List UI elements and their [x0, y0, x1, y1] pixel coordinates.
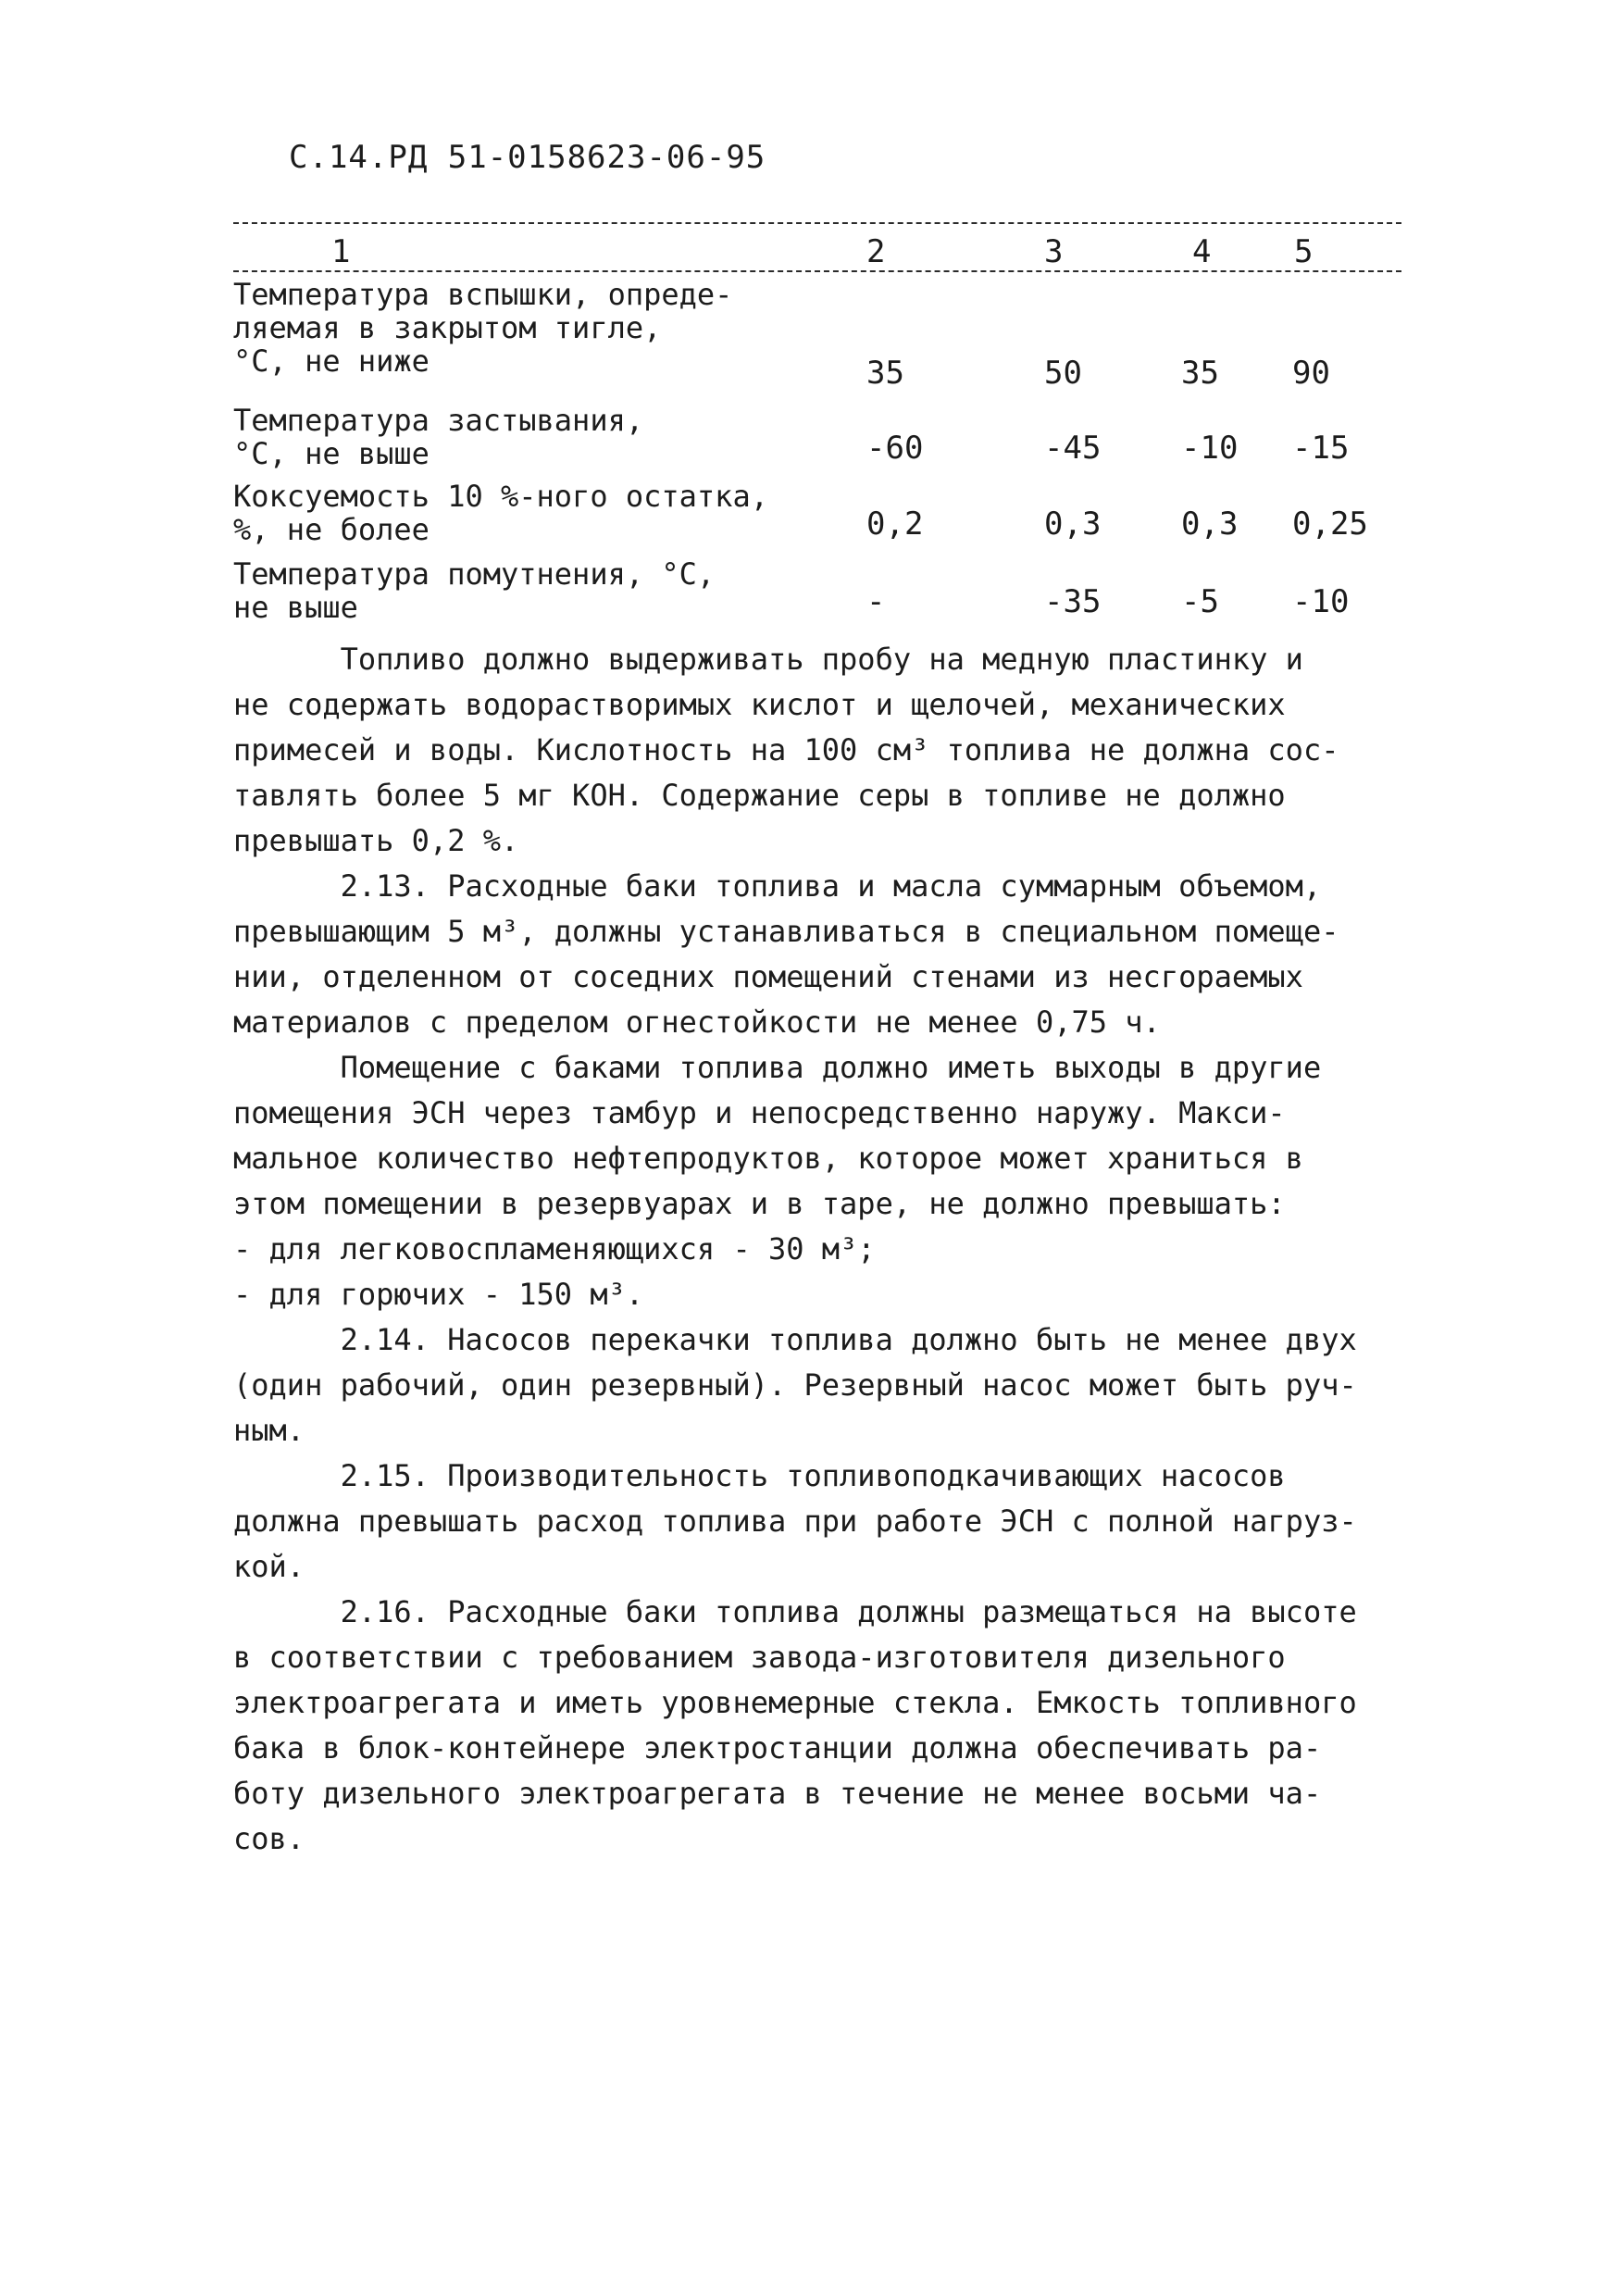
paragraph-2-15: 2.15. Производительность топливоподкачивающих насосов должна превышать расход топлива при работе ЭСН с полной нагруз- кой. [233, 1458, 1357, 1584]
table-cell: 35 [866, 355, 904, 392]
table-cell: 90 [1292, 355, 1330, 392]
body-text [233, 637, 1400, 1862]
paragraph-2-13: 2.13. Расходные баки топлива и масла суммарным объемом, превышающим 5 м³, должны устанавливаться в специальном помеще- нии, отделенном от соседних помещений стенами из несгораемых материалов с пределом огнестойкости не менее 0,75 ч. [233, 868, 1339, 1040]
table-row-label: Коксуемость 10 %-ного остатка, %, не более [233, 479, 768, 547]
table-top-rule [233, 222, 1401, 224]
table-row-label: Температура вспышки, опреде- ляемая в закрытом тигле, °C, не ниже [233, 277, 733, 379]
table-cell: 50 [1044, 355, 1082, 392]
table-cell: -35 [1044, 583, 1102, 620]
table-cell: -60 [866, 430, 924, 467]
table-cell: 0,25 [1292, 505, 1368, 543]
paragraph-2-14: 2.14. Насосов перекачки топлива должно быть не менее двух (один рабочий, один резервный). Резервный насос может быть руч- ным. [233, 1322, 1357, 1448]
table-cell: 35 [1181, 355, 1219, 392]
paragraph-fuel-room: Помещение с баками топлива должно иметь выходы в другие помещения ЭСН через тамбур и непосредственно наружу. Макси- мальное количество нефтепродуктов, которое может храниться в этом помещении в резервуарах и в таре, не должно превышать: - для легковоспламеняющихся - 30 м³; - для горючих - 150 м³. [233, 1050, 1322, 1312]
table-cell: 0,3 [1181, 505, 1239, 543]
page-header: С.14.РД 51-0158623-06-95 [289, 139, 766, 176]
table-col-4: 4 [1192, 233, 1212, 270]
table-col-3: 3 [1044, 233, 1064, 270]
paragraph-2-16: 2.16. Расходные баки топлива должны размещаться на высоте в соответствии с требованием завода-изготовителя дизельного электроагрегата и иметь уровнемерные стекла. Емкость топливного бака в блок-контейнере электростанции должна обеспечивать ра- боту дизельного электроагрегата в течение не менее восьми ча- сов. [233, 1594, 1357, 1856]
table-row-label: Температура застывания, °C, не выше [233, 403, 644, 471]
table-cell: -10 [1181, 430, 1239, 467]
table-col-1: 1 [331, 233, 351, 270]
paragraph-fuel-requirements: Топливо должно выдерживать пробу на медную пластинку и не содержать водорастворимых кислот и щелочей, механических примесей и воды. Кислотность на 100 см³ топлива не должна сос- тавлять более 5 мг КОН. Содержание серы в топливе не должно превышать 0,2 %. [233, 642, 1339, 858]
table-col-2: 2 [866, 233, 886, 270]
table-row-label: Температура помутнения, °C, не выше [233, 556, 716, 625]
table-cell: - [866, 583, 886, 620]
table-col-5: 5 [1294, 233, 1314, 270]
table-cell: 0,3 [1044, 505, 1102, 543]
table-cell: -15 [1292, 430, 1350, 467]
table-cell: -10 [1292, 583, 1350, 620]
table-header-rule [233, 270, 1401, 272]
table-cell: -5 [1181, 583, 1219, 620]
table-cell: 0,2 [866, 505, 924, 543]
table-cell: -45 [1044, 430, 1102, 467]
